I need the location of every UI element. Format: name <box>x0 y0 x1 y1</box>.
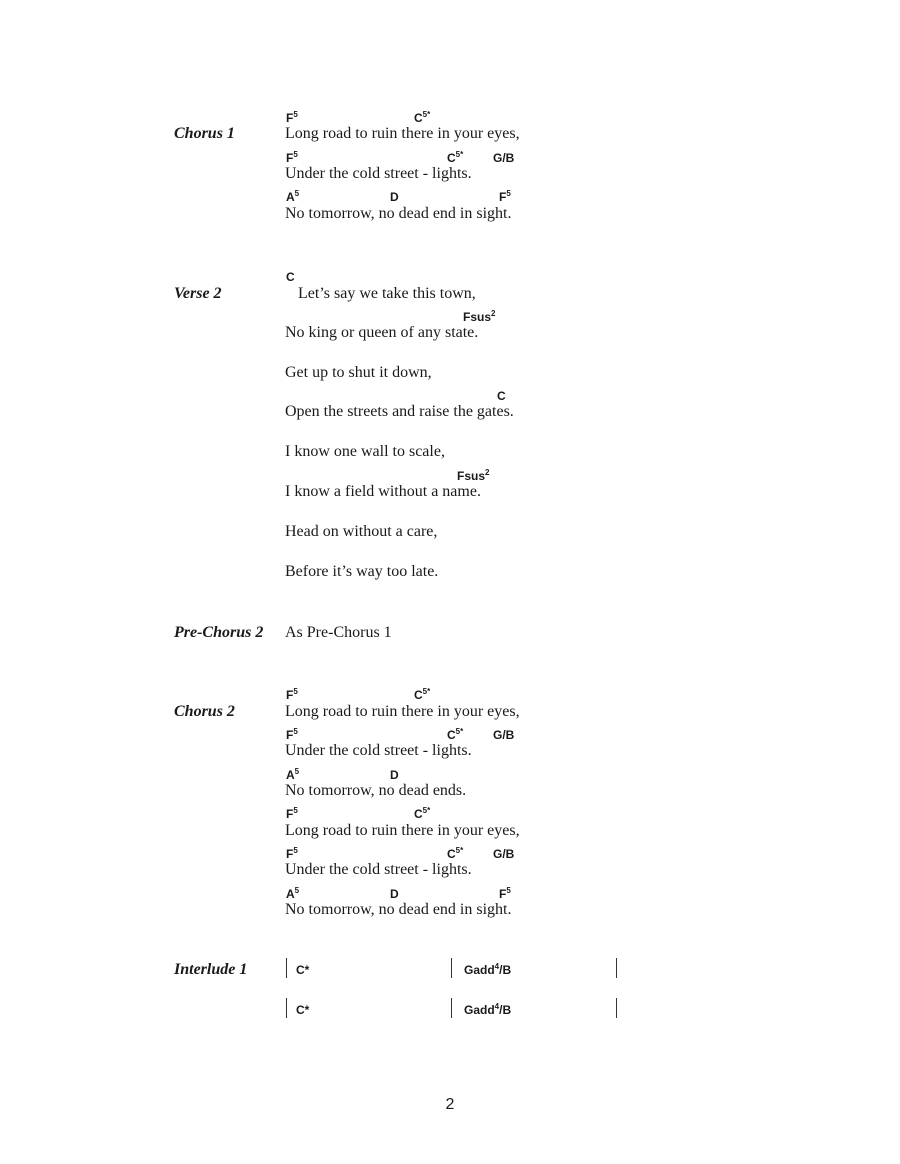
lyric-line: Before it’s way too late. <box>285 563 439 580</box>
chord: $A^5$ <box>286 767 300 782</box>
chord: C <box>497 389 506 403</box>
page-number: 2 <box>445 1096 455 1113</box>
chord: $F^5$ <box>286 846 298 861</box>
section-label-interlude-1: Interlude 1 <box>174 961 248 978</box>
chord: $A^5$ <box>286 189 300 204</box>
barline <box>451 998 452 1018</box>
chord: $C^{5*}$ <box>447 150 464 165</box>
chord: D <box>390 768 399 782</box>
chord: $C^{5*}$ <box>414 110 431 125</box>
chord: D <box>390 887 399 901</box>
chord: $C^{5*}$ <box>414 687 431 702</box>
section-label-verse-2: Verse 2 <box>174 285 222 302</box>
chord: $A^5$ <box>286 886 300 901</box>
chord: $F^5$ <box>286 727 298 742</box>
pre-chorus-reference: As Pre-Chorus 1 <box>285 624 392 641</box>
lyric-line: Get up to shut it down, <box>285 364 432 381</box>
barline <box>286 958 287 978</box>
lyric-line: I know one wall to scale, <box>285 443 445 460</box>
lyric-line: Let’s say we take this town, <box>298 285 476 302</box>
chord: $F^5$ <box>286 150 298 165</box>
chord: Fsus$^2$ <box>463 309 496 324</box>
chord: G/B <box>493 728 515 742</box>
lyric-line: No tomorrow, no dead ends. <box>285 782 467 799</box>
lyric-line: Under the cold street - lights. <box>285 165 472 182</box>
chord: $C^{5*}$ <box>447 727 464 742</box>
chord: $F^5$ <box>499 886 511 901</box>
barline <box>286 998 287 1018</box>
section-label-pre-chorus-2: Pre-Chorus 2 <box>174 624 264 641</box>
chord: C <box>286 270 295 284</box>
lyric-line: Under the cold street - lights. <box>285 861 472 878</box>
lyric-line: Head on without a care, <box>285 523 438 540</box>
section-label-chorus-2: Chorus 2 <box>174 703 235 720</box>
barline <box>616 998 617 1018</box>
lyric-line: Long road to ruin there in your eyes, <box>285 125 520 142</box>
lyric-line: Under the cold street - lights. <box>285 742 472 759</box>
lyric-line: Long road to ruin there in your eyes, <box>285 822 520 839</box>
lyric-line: Long road to ruin there in your eyes, <box>285 703 520 720</box>
lyric-line: No king or queen of any state. <box>285 324 479 341</box>
barline <box>616 958 617 978</box>
chord: G/B <box>493 151 515 165</box>
chord: $F^5$ <box>499 189 511 204</box>
chord: D <box>390 190 399 204</box>
lyric-line: No tomorrow, no dead end in sight. <box>285 901 512 918</box>
chord: $C^{5*}$ <box>447 846 464 861</box>
lyric-line: Open the streets and raise the gates. <box>285 403 514 420</box>
chord: $F^5$ <box>286 687 298 702</box>
chord: G/B <box>493 847 515 861</box>
chord: $F^5$ <box>286 806 298 821</box>
lyric-line: No tomorrow, no dead end in sight. <box>285 205 512 222</box>
chord: Gadd$^4$/B <box>464 1002 512 1017</box>
section-label-chorus-1: Chorus 1 <box>174 125 235 142</box>
chord: $C^{5*}$ <box>414 806 431 821</box>
barline <box>451 958 452 978</box>
lyric-line: I know a field without a name. <box>285 483 481 500</box>
chord: Fsus$^2$ <box>457 468 490 483</box>
chord: Gadd$^4$/B <box>464 962 512 977</box>
chord: $F^5$ <box>286 110 298 125</box>
chord: C* <box>296 963 310 977</box>
chord: C* <box>296 1003 310 1017</box>
